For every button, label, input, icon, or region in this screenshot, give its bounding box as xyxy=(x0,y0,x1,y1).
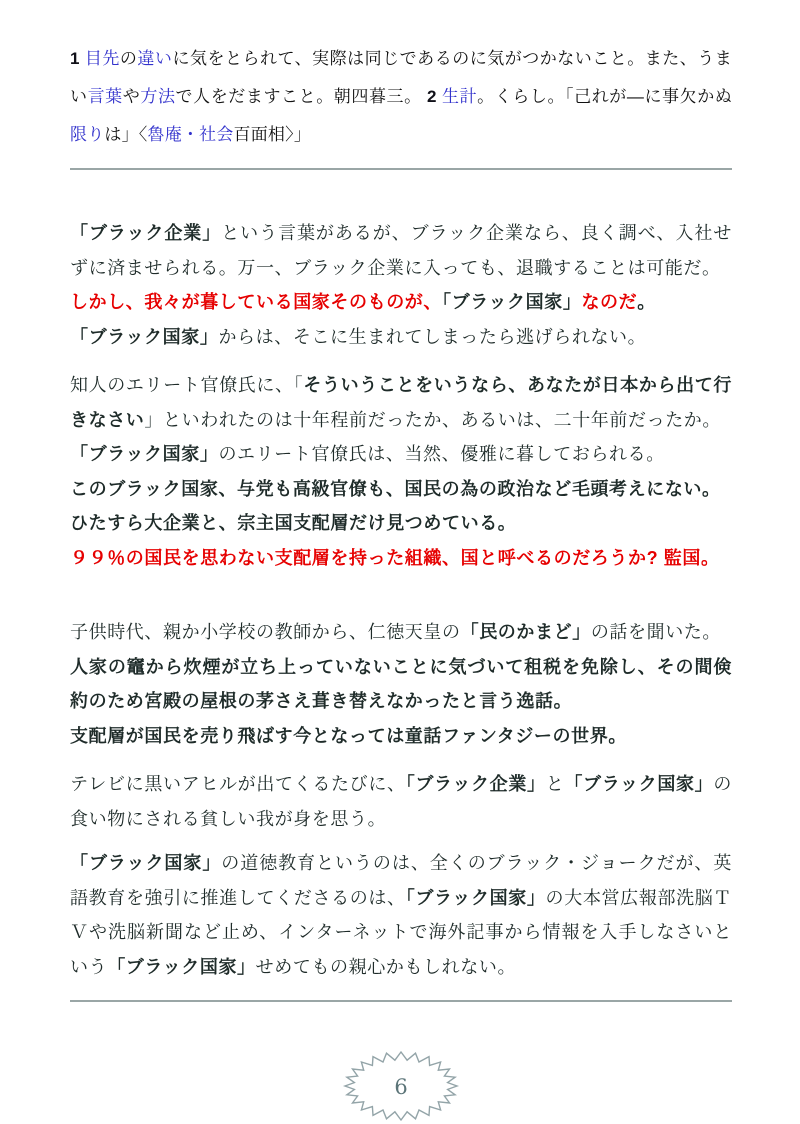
paragraph-big-business xyxy=(70,506,732,541)
text-segment: 。くらし。「己れが―に事欠かぬ xyxy=(477,87,732,106)
text-segment: の食い物にされる貧しい我が身を思う。 xyxy=(70,774,732,829)
paragraph-99-percent xyxy=(70,541,732,576)
text-segment: に気をとられて、実際は同じであるのに気がつかないこと。また、うまい xyxy=(70,49,732,106)
text-segment: ９９％の国民を思わない支配層を持った組織、国と呼べるのだろうか? 監国。 xyxy=(70,547,720,568)
text-segment: 。 xyxy=(637,292,656,312)
dictionary-link[interactable]: 方法 xyxy=(140,87,176,106)
dictionary-link[interactable]: 魯庵・社会 xyxy=(147,125,234,144)
text-segment: 2 xyxy=(427,87,437,106)
text-segment: 「ブラック国家」 xyxy=(405,887,546,908)
text-segment: の道徳教育というのは、全くのブラック・ジョークだが、英語教育を強引に推進してくださるのは、 xyxy=(70,853,732,908)
dictionary-link[interactable]: 生計 xyxy=(441,87,478,106)
paragraph-moral-education xyxy=(70,846,732,984)
paragraph-childhood-story xyxy=(70,615,732,650)
text-segment: と xyxy=(545,774,565,794)
text-segment: 」といわれたのは十年程前だったか、あるいは、二十年前だったか。 xyxy=(144,409,722,430)
text-segment: 1 xyxy=(70,49,80,68)
text-segment: 「ブラック国家」 xyxy=(442,292,582,312)
dictionary-link[interactable]: 目先 xyxy=(84,49,120,68)
text-segment: 子供時代、親か小学校の教師から、仁徳天皇の xyxy=(70,622,461,642)
text-segment: なのだ xyxy=(581,292,638,312)
paragraph-black-company-intro xyxy=(70,216,732,285)
section-divider-top xyxy=(70,168,732,170)
text-segment: 支配層が国民を売り飛ばす今となっては童話ファンタジーの世界。 xyxy=(70,725,627,746)
text-segment: の話を聞いた。 xyxy=(590,622,722,642)
text-segment: 「ブラック国家」 xyxy=(70,853,222,873)
paragraph-tv-duck xyxy=(70,767,732,836)
text-segment: 「ブラック国家」 xyxy=(564,774,714,794)
page-number-seal xyxy=(341,1048,461,1124)
text-segment: からは、そこに生まれてしまったら逃げられない。 xyxy=(218,326,647,347)
text-segment: や xyxy=(122,87,141,106)
text-segment: 知人のエリート官僚氏に、「 xyxy=(70,375,304,395)
text-segment: ひたすら大企業と、宗主国支配層だけ見つめている。 xyxy=(70,513,517,533)
dictionary-link[interactable]: 違い xyxy=(137,49,173,68)
text-segment: しかし、我々が暮している国家そのものが、 xyxy=(70,292,442,312)
text-segment: の大本営広報部洗脳ＴＶや洗脳新聞など止め、インターネットで海外記事から情報を入手しなさいという xyxy=(70,887,732,977)
text-segment: 「ブラック企業」 xyxy=(70,223,222,243)
paragraph-elite-bureaucrat-quote xyxy=(70,368,732,437)
text-segment: のエリート官僚氏は、当然、優雅に暮しておられる。 xyxy=(218,444,665,464)
section-divider-bottom xyxy=(70,1000,732,1002)
paragraph-black-state-statement xyxy=(70,285,732,320)
text-segment: 「ブラック国家」 xyxy=(107,956,256,977)
paragraph-elite-bureaucrat-life xyxy=(70,437,732,472)
text-segment: という言葉があるが、ブラック企業なら、良く調べ、入社せずに済ませられる。万一、ブラック企業に入っても、退職することは可能だ。 xyxy=(70,223,732,278)
text-segment: で人をだますこと。朝四暮三。 xyxy=(175,87,427,106)
dictionary-definition xyxy=(70,40,732,154)
text-segment: 「民のかまど」 xyxy=(460,622,591,642)
article-body xyxy=(70,216,732,984)
text-segment: せめてもの親心かもしれない。 xyxy=(255,956,517,977)
dictionary-link[interactable]: 言葉 xyxy=(87,87,123,106)
text-segment: 百面相〉」 xyxy=(233,125,312,144)
text-segment: そういうことをいうなら、あなたが日本から出て行きなさい xyxy=(70,375,732,430)
text-segment: 「ブラック企業」 xyxy=(405,774,546,794)
text-segment: 「ブラック国家」 xyxy=(70,326,219,347)
text-segment: は」〈 xyxy=(104,125,148,144)
paragraph-ruling-party xyxy=(70,472,732,507)
text-segment: の xyxy=(119,49,138,68)
text-segment: このブラック国家、与党も高級官僚も、国民の為の政治など毛頭考えにない。 xyxy=(70,478,721,499)
text-segment: 「ブラック国家」 xyxy=(70,444,219,464)
text-segment: テレビに黒いアヒルが出てくるたびに、 xyxy=(70,774,406,794)
paragraph-emperor-anecdote xyxy=(70,650,732,719)
page-footer xyxy=(70,1048,732,1124)
page-number: 6 xyxy=(394,1075,408,1099)
paragraph-no-escape xyxy=(70,320,732,355)
text-segment: 人家の竈から炊煙が立ち上っていないことに気づいて租税を免除し、その間倹約のため宮殿の屋根の茅さえ葺き替えなかったと言う逸話。 xyxy=(70,656,732,711)
dictionary-link[interactable]: 限り xyxy=(70,125,105,144)
paragraph-fantasy-world xyxy=(70,719,732,754)
